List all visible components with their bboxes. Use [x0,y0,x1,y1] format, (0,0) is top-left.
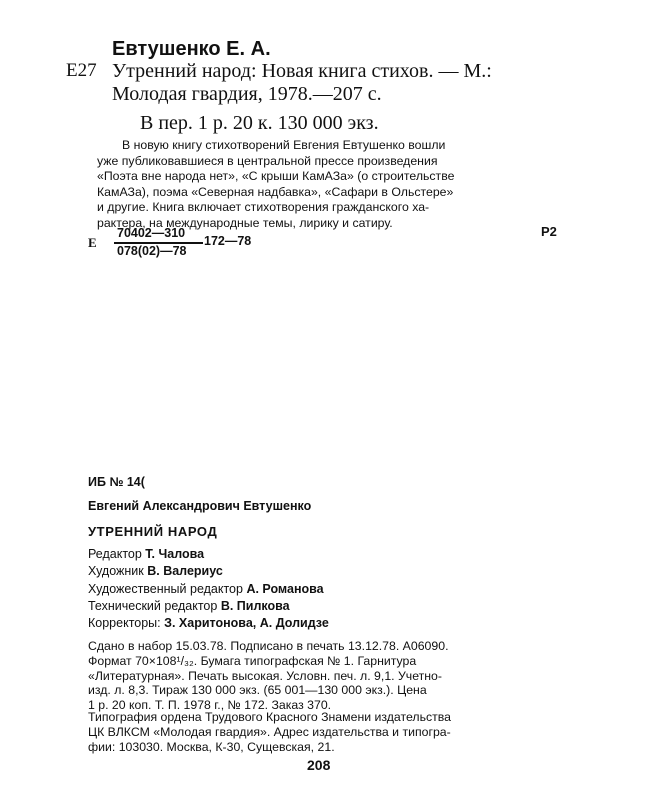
page-number: 208 [307,757,331,773]
author-full-name: Евгений Александрович Евтушенко [88,499,312,513]
staff-name: В. Валериус [147,564,223,579]
staff-row [88,598,329,615]
staff-role: Технический редактор [88,598,218,613]
imprint-line: изд. л. 8,3. Тираж 130 000 экз. (65 001—130 000 экз.). Цена [88,683,427,698]
staff-row [88,615,329,632]
staff-name: З. Харитонова, А. Долидзе [164,616,329,631]
staff-role: Художественный редактор [88,581,243,596]
staff-row [88,546,329,563]
classification-code: Р2 [541,224,557,239]
printing-house-block [88,710,562,754]
book-title-line-1: Утренний народ: Новая книга стихов. — М.: [112,60,492,82]
press-line: фии: 103030. Москва, К-30, Сущевская, 21. [88,739,335,754]
index-denominator: 078(02)—78 [117,244,187,258]
staff-name: А. Романова [246,581,324,596]
imprint-line: Формат 70×108¹/₃₂. Бумага типографская № 1. Гарнитура [88,653,417,668]
index-numerator: 70402—310 [117,226,186,240]
imprint-line: Сдано в набор 15.03.78. Подписано в печать 13.12.78. А06090. [88,639,449,653]
imprint-block [88,639,562,713]
staff-row [88,581,329,598]
colophon-book-title: УТРЕННИЙ НАРОД [88,524,218,539]
index-letter: Е [88,235,97,250]
author-heading: Евтушенко Е. А. [112,38,271,60]
book-title-line-2: Молодая гвардия, 1978.—207 с. [112,83,382,105]
staff-name: В. Пилкова [220,598,290,613]
annotation-paragraph [97,138,559,231]
press-line: Типография ордена Трудового Красного Знамени издательства [88,710,452,724]
catalog-code: Е27 [66,60,97,81]
staff-row [88,563,329,580]
annotation-line: В новую книгу стихотворений Евгения Евтушенко вошли [122,138,446,152]
imprint-line: 1 р. 20 коп. Т. П. 1978 г., № 172. Заказ 370. [88,698,332,713]
annotation-line: уже публиковавшиеся в центральной прессе произведения [97,153,438,168]
ib-number: ИБ № 14( [88,475,145,489]
annotation-line: «Поэта вне народа нет», «С крыши КамАЗа» (о строительстве [97,169,455,183]
annotation-line: КамАЗа), поэма «Северная надбавка», «Сафари в Ольстере» [97,184,454,199]
staff-role: Художник [88,564,144,579]
imprint-line: «Литературная». Печать высокая. Условн. печ. л. 9,1. Учетно- [88,668,442,683]
index-tail: 172—78 [204,234,252,248]
staff-list [88,546,329,632]
press-line: ЦК ВЛКСМ «Молодая гвардия». Адрес издательства и типогра- [88,724,451,739]
staff-role: Корректоры: [88,616,161,631]
price-line: В пер. 1 р. 20 к. 130 000 экз. [140,112,379,134]
staff-name: Т. Чалова [145,547,205,561]
annotation-line: и другие. Книга включает стихотворения гражданского ха- [97,200,430,214]
annotation-line: рактера, на международные темы, лирику и сатиру. [97,215,393,230]
staff-role: Редактор [88,547,142,561]
